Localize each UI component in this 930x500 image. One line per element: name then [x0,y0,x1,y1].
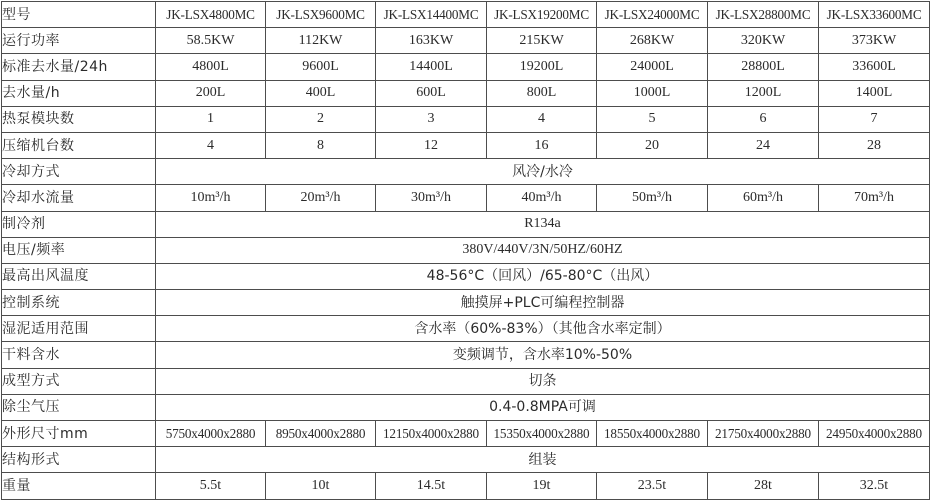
value-cell: 3 [376,106,487,132]
value-cell: 32.5t [819,473,930,499]
value-cell: 28t [708,473,819,499]
table-row-forming [2,368,930,394]
value-cell: 6 [708,106,819,132]
value-cell: 60m³/h [708,185,819,211]
table-row-max-air-temp [2,263,930,289]
table-row-control-system [2,290,930,316]
table-row-heat-pump-modules [2,106,930,132]
value-cell: 28800L [708,54,819,80]
merged-value-cell: 触摸屏+PLC可编程控制器 [156,290,930,316]
value-cell: 400L [266,80,376,106]
row-label: 冷却方式 [2,159,156,185]
table-row-wet-sludge-range [2,316,930,342]
value-cell: 215KW [487,28,597,54]
header-row [2,2,930,28]
value-cell: 58.5KW [156,28,266,54]
model-cell: JK-LSX4800MC [156,2,266,28]
merged-value-cell: 含水率（60%-83%）（其他含水率定制） [156,316,930,342]
value-cell: 1 [156,106,266,132]
value-cell: 10t [266,473,376,499]
table-row-cooling-water-flow [2,185,930,211]
value-cell: 28 [819,132,930,158]
model-cell: JK-LSX28800MC [708,2,819,28]
model-cell: JK-LSX9600MC [266,2,376,28]
value-cell: 24000L [597,54,708,80]
value-cell: 24 [708,132,819,158]
model-cell: JK-LSX14400MC [376,2,487,28]
value-cell: 24950x4000x2880 [819,421,930,447]
table-row-dust-pressure [2,394,930,420]
value-cell: 12150x4000x2880 [376,421,487,447]
value-cell: 14.5t [376,473,487,499]
row-label: 冷却水流量 [2,185,156,211]
value-cell: 15350x4000x2880 [487,421,597,447]
table-row-voltage [2,237,930,263]
table-row-capacity-hour [2,80,930,106]
value-cell: 800L [487,80,597,106]
value-cell: 50m³/h [597,185,708,211]
value-cell: 200L [156,80,266,106]
value-cell: 70m³/h [819,185,930,211]
merged-value-cell: 变频调节，含水率10%-50% [156,342,930,368]
value-cell: 19200L [487,54,597,80]
value-cell: 18550x4000x2880 [597,421,708,447]
value-cell: 14400L [376,54,487,80]
row-label: 湿泥适用范围 [2,316,156,342]
value-cell: 12 [376,132,487,158]
spec-table-body [2,2,930,500]
value-cell: 21750x4000x2880 [708,421,819,447]
value-cell: 7 [819,106,930,132]
row-label: 标准去水量/24h [2,54,156,80]
row-label: 控制系统 [2,290,156,316]
value-cell: 373KW [819,28,930,54]
row-label: 去水量/h [2,80,156,106]
value-cell: 23.5t [597,473,708,499]
table-row-structure [2,447,930,473]
value-cell: 40m³/h [487,185,597,211]
value-cell: 600L [376,80,487,106]
row-label: 电压/频率 [2,237,156,263]
value-cell: 20 [597,132,708,158]
value-cell: 30m³/h [376,185,487,211]
row-label: 制冷剂 [2,211,156,237]
row-label: 结构形式 [2,447,156,473]
value-cell: 4 [487,106,597,132]
value-cell: 4800L [156,54,266,80]
row-label: 最高出风温度 [2,263,156,289]
row-label: 运行功率 [2,28,156,54]
row-label: 除尘气压 [2,394,156,420]
merged-value-cell: 风冷/水冷 [156,159,930,185]
value-cell: 19t [487,473,597,499]
value-cell: 1000L [597,80,708,106]
table-row-power [2,28,930,54]
value-cell: 112KW [266,28,376,54]
merged-value-cell: 0.4-0.8MPA可调 [156,394,930,420]
value-cell: 9600L [266,54,376,80]
merged-value-cell: R134a [156,211,930,237]
table-row-dry-moisture [2,342,930,368]
row-label: 压缩机台数 [2,132,156,158]
model-cell: JK-LSX33600MC [819,2,930,28]
value-cell: 8 [266,132,376,158]
value-cell: 320KW [708,28,819,54]
row-label: 型号 [2,2,156,28]
value-cell: 163KW [376,28,487,54]
value-cell: 2 [266,106,376,132]
merged-value-cell: 48-56°C（回风）/65-80°C（出风） [156,263,930,289]
value-cell: 4 [156,132,266,158]
value-cell: 5.5t [156,473,266,499]
value-cell: 5750x4000x2880 [156,421,266,447]
value-cell: 16 [487,132,597,158]
spec-table [1,1,930,500]
value-cell: 1200L [708,80,819,106]
row-label: 干料含水 [2,342,156,368]
merged-value-cell: 组装 [156,447,930,473]
table-row-dimensions [2,421,930,447]
value-cell: 5 [597,106,708,132]
model-cell: JK-LSX19200MC [487,2,597,28]
value-cell: 268KW [597,28,708,54]
value-cell: 1400L [819,80,930,106]
row-label: 重量 [2,473,156,499]
value-cell: 10m³/h [156,185,266,211]
table-row-compressors [2,132,930,158]
value-cell: 33600L [819,54,930,80]
row-label: 热泵模块数 [2,106,156,132]
table-row-cooling-method [2,159,930,185]
merged-value-cell: 380V/440V/3N/50HZ/60HZ [156,237,930,263]
table-row-weight [2,473,930,499]
row-label: 外形尺寸mm [2,421,156,447]
value-cell: 20m³/h [266,185,376,211]
model-cell: JK-LSX24000MC [597,2,708,28]
row-label: 成型方式 [2,368,156,394]
value-cell: 8950x4000x2880 [266,421,376,447]
table-row-capacity-24h [2,54,930,80]
table-row-refrigerant [2,211,930,237]
merged-value-cell: 切条 [156,368,930,394]
